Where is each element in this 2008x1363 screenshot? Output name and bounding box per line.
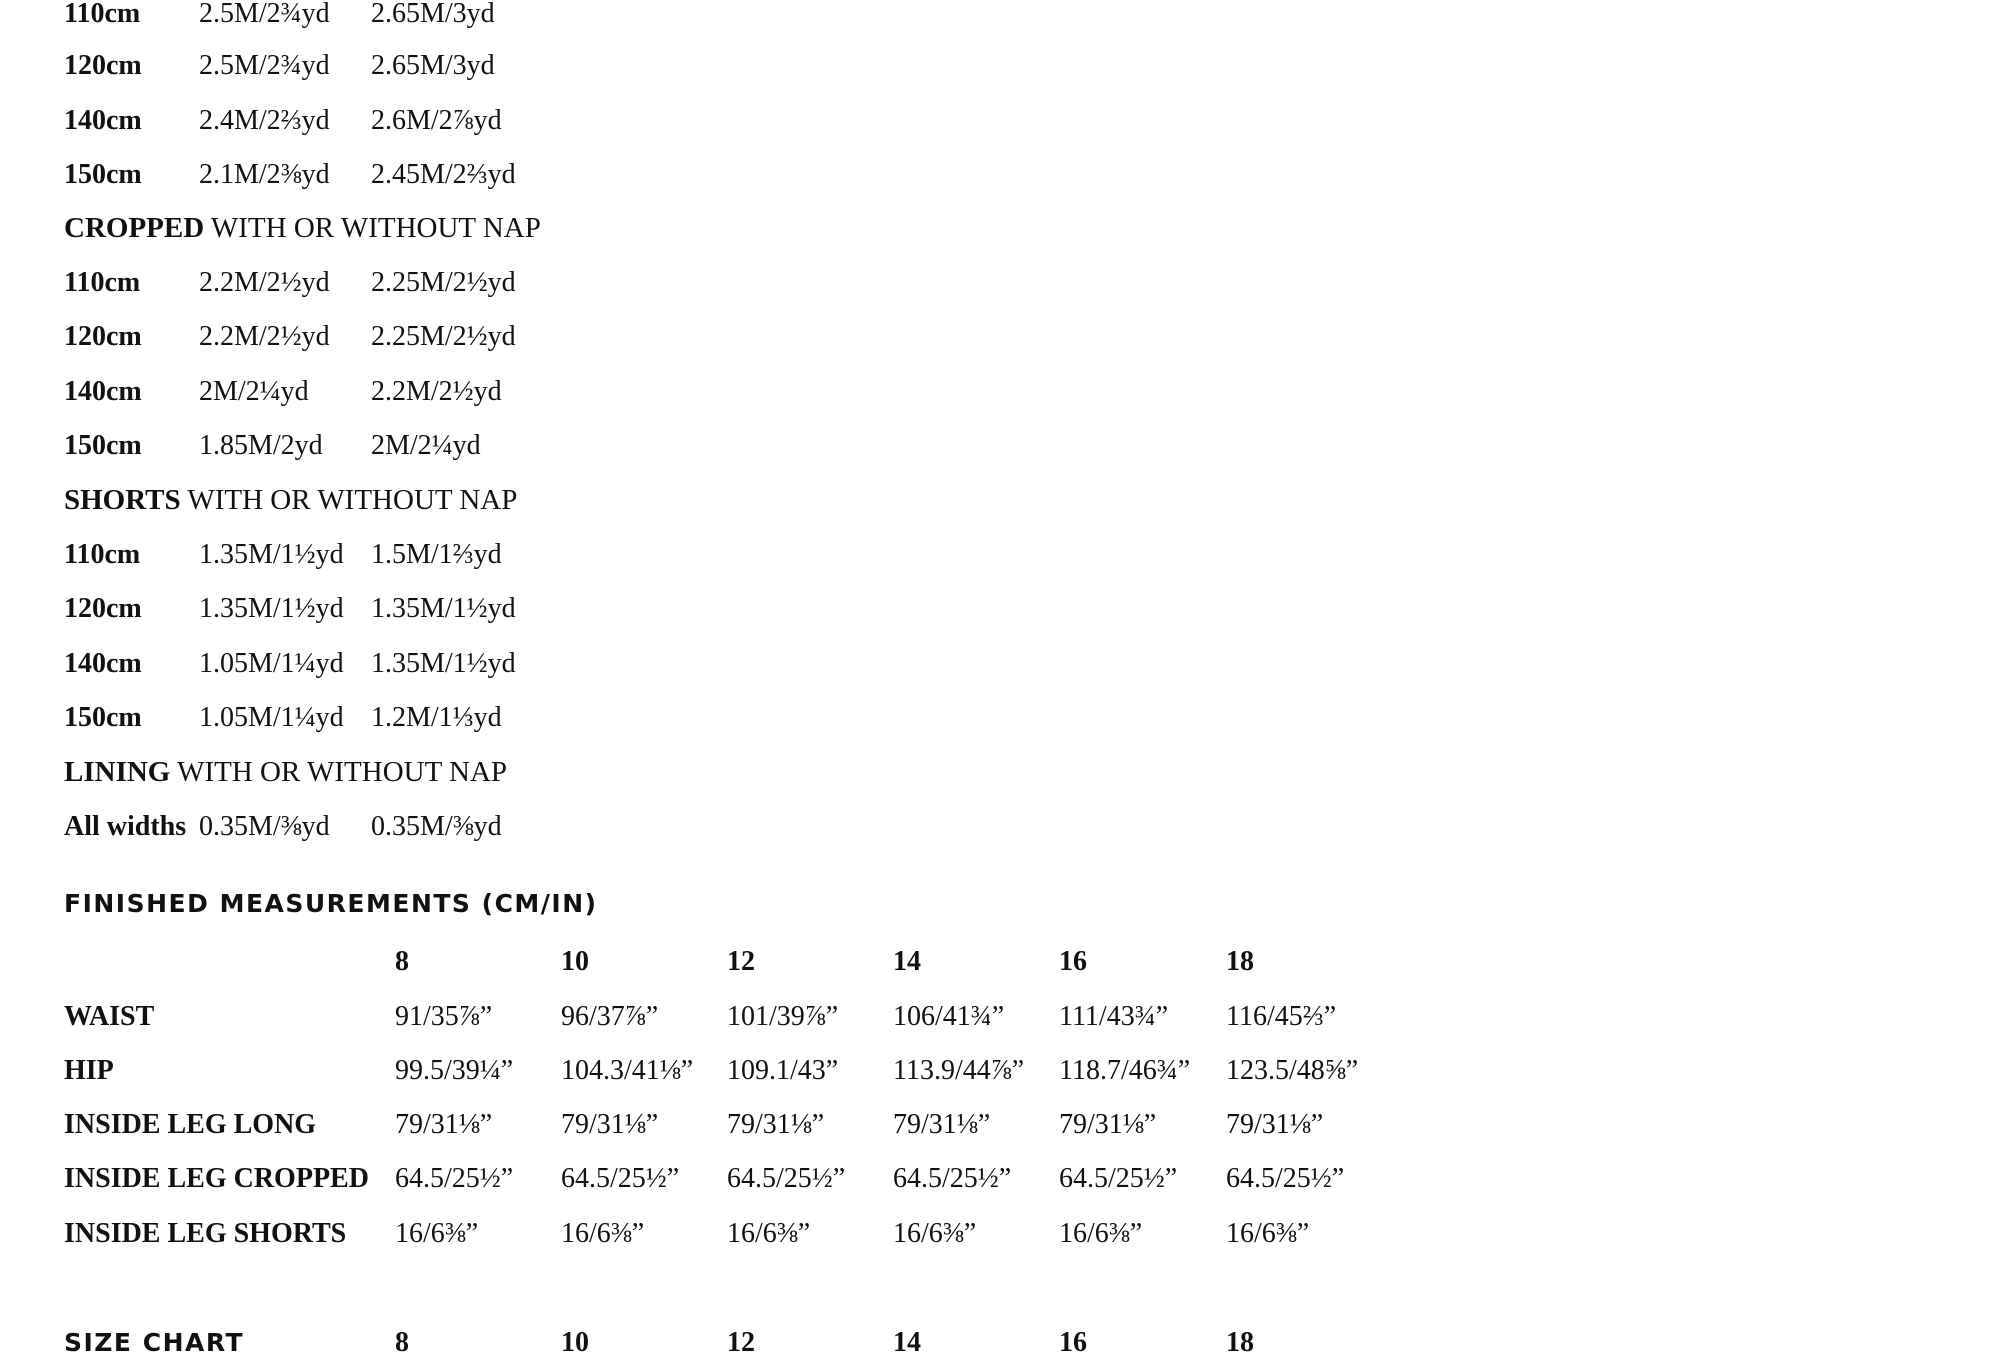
fabric-width: 150cm: [64, 159, 142, 190]
measurement-value: 64.5/25½”: [395, 1163, 514, 1194]
fabric-width: 110cm: [64, 0, 141, 29]
fabric-amount-with-nap: 2.2M/2½yd: [371, 376, 502, 407]
measurement-value: 79/31⅛”: [395, 1109, 493, 1140]
measurement-value: 16/6⅜”: [561, 1218, 645, 1249]
measurement-value: 91/35⅞”: [395, 1001, 493, 1032]
cropped-heading-rest: WITH OR WITHOUT NAP: [204, 212, 541, 244]
fabric-amount-with-nap: 2.25M/2½yd: [371, 321, 516, 352]
size-heading: 8: [395, 946, 409, 977]
lining-heading-rest: WITH OR WITHOUT NAP: [170, 756, 508, 788]
fabric-width: 120cm: [64, 593, 142, 624]
fabric-amount-without-nap: 2.4M/2⅔yd: [199, 105, 330, 136]
fabric-width: 140cm: [64, 648, 142, 679]
size-heading: 14: [893, 946, 921, 977]
fabric-width: 110cm: [64, 539, 141, 570]
measurement-label: HIP: [64, 1055, 114, 1086]
finished-measurements-title: FINISHED MEASUREMENTS (CM/IN): [64, 889, 598, 918]
fabric-width: 120cm: [64, 321, 142, 352]
fabric-amount-without-nap: 1.35M/1½yd: [199, 593, 344, 624]
fabric-amount-without-nap: 1.05M/1¼yd: [199, 648, 344, 679]
measurement-value: 64.5/25½”: [727, 1163, 846, 1194]
measurement-value: 16/6⅜”: [1226, 1218, 1310, 1249]
size-heading: 8: [395, 1327, 409, 1358]
fabric-amount-with-nap: 2.65M/3yd: [371, 0, 495, 29]
fabric-amount-with-nap: 1.5M/1⅔yd: [371, 539, 502, 570]
fabric-width: 140cm: [64, 376, 142, 407]
fabric-width: All widths: [64, 811, 187, 842]
fabric-amount-with-nap: 0.35M/⅜yd: [371, 811, 502, 842]
fabric-amount-with-nap: 2.45M/2⅔yd: [371, 159, 516, 190]
fabric-amount-without-nap: 1.05M/1¼yd: [199, 702, 344, 733]
size-heading: 16: [1059, 1327, 1087, 1358]
measurement-label: WAIST: [64, 1001, 155, 1032]
measurement-value: 16/6⅜”: [727, 1218, 811, 1249]
fabric-amount-with-nap: 2.65M/3yd: [371, 50, 495, 81]
measurement-value: 111/43¾”: [1059, 1001, 1169, 1032]
fabric-width: 140cm: [64, 105, 142, 136]
measurement-value: 64.5/25½”: [893, 1163, 1012, 1194]
measurement-value: 79/31⅛”: [727, 1109, 825, 1140]
fabric-width: 150cm: [64, 430, 142, 461]
cropped-section-heading: [64, 208, 541, 248]
measurement-value: 79/31⅛”: [561, 1109, 659, 1140]
measurement-value: 64.5/25½”: [561, 1163, 680, 1194]
measurement-value: 64.5/25½”: [1059, 1163, 1178, 1194]
size-heading: 16: [1059, 946, 1087, 977]
fabric-amount-with-nap: 1.2M/1⅓yd: [371, 702, 502, 733]
fabric-amount-without-nap: 2.2M/2½yd: [199, 267, 330, 298]
size-heading: 18: [1226, 1327, 1254, 1358]
fabric-amount-with-nap: 2M/2¼yd: [371, 430, 481, 461]
fabric-amount-without-nap: 2M/2¼yd: [199, 376, 309, 407]
measurement-value: 104.3/41⅛”: [561, 1055, 694, 1086]
fabric-amount-with-nap: 2.25M/2½yd: [371, 267, 516, 298]
measurement-value: 99.5/39¼”: [395, 1055, 514, 1086]
measurement-value: 113.9/44⅞”: [893, 1055, 1025, 1086]
fabric-amount-with-nap: 1.35M/1½yd: [371, 593, 516, 624]
fabric-amount-with-nap: 1.35M/1½yd: [371, 648, 516, 679]
measurement-value: 96/37⅞”: [561, 1001, 659, 1032]
measurement-value: 116/45⅔”: [1226, 1001, 1337, 1032]
lining-heading-bold: LINING: [64, 756, 171, 788]
fabric-amount-without-nap: 2.2M/2½yd: [199, 321, 330, 352]
measurement-value: 101/39⅞”: [727, 1001, 839, 1032]
fabric-amount-without-nap: 1.85M/2yd: [199, 430, 323, 461]
fabric-amount-without-nap: 0.35M/⅜yd: [199, 811, 330, 842]
size-chart-title: SIZE CHART: [64, 1328, 245, 1357]
measurement-value: 106/41¾”: [893, 1001, 1005, 1032]
measurement-value: 16/6⅜”: [893, 1218, 977, 1249]
measurement-value: 16/6⅜”: [1059, 1218, 1143, 1249]
measurement-value: 109.1/43”: [727, 1055, 839, 1086]
fabric-amount-with-nap: 2.6M/2⅞yd: [371, 105, 502, 136]
size-heading: 12: [727, 946, 755, 977]
measurement-value: 123.5/48⅝”: [1226, 1055, 1359, 1086]
size-heading: 12: [727, 1327, 755, 1358]
fabric-width: 110cm: [64, 267, 141, 298]
size-heading: 10: [561, 946, 589, 977]
fabric-amount-without-nap: 1.35M/1½yd: [199, 539, 344, 570]
shorts-section-heading: [64, 480, 517, 520]
measurement-label: INSIDE LEG CROPPED: [64, 1163, 369, 1194]
fabric-amount-without-nap: 2.5M/2¾yd: [199, 0, 330, 29]
size-heading: 18: [1226, 946, 1254, 977]
measurement-value: 79/31⅛”: [893, 1109, 991, 1140]
measurement-value: 16/6⅜”: [395, 1218, 479, 1249]
size-heading: 10: [561, 1327, 589, 1358]
fabric-width: 150cm: [64, 702, 142, 733]
measurement-label: INSIDE LEG LONG: [64, 1109, 317, 1140]
cropped-heading-bold: CROPPED: [64, 212, 205, 244]
shorts-heading-rest: WITH OR WITHOUT NAP: [180, 484, 518, 516]
measurement-value: 118.7/46¾”: [1059, 1055, 1191, 1086]
lining-section-heading: [64, 752, 507, 792]
measurement-label: INSIDE LEG SHORTS: [64, 1218, 347, 1249]
fabric-amount-without-nap: 2.5M/2¾yd: [199, 50, 330, 81]
fabric-amount-without-nap: 2.1M/2⅜yd: [199, 159, 330, 190]
shorts-heading-bold: SHORTS: [64, 484, 181, 516]
fabric-width: 120cm: [64, 50, 142, 81]
measurement-value: 64.5/25½”: [1226, 1163, 1345, 1194]
size-heading: 14: [893, 1327, 921, 1358]
measurement-value: 79/31⅛”: [1226, 1109, 1324, 1140]
measurement-value: 79/31⅛”: [1059, 1109, 1157, 1140]
